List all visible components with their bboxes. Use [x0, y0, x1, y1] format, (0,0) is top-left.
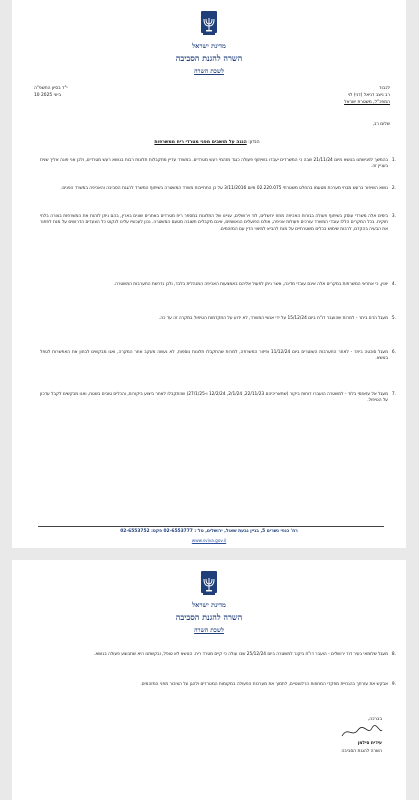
- paragraph: מעגל הדם ביתר - למרות שהועבר דו"ח ביום 15/12/24 על ידי אנשי המשרד, לא ידוע על התקדמות הטיפול במקרה זה עד כה.: [158, 316, 388, 321]
- signature-icon: [340, 724, 384, 740]
- para-number: 4.: [391, 282, 396, 287]
- date-gregorian: 10 ביוני 2025: [34, 93, 62, 98]
- signer-name: עידית סילמן: [357, 741, 382, 746]
- office-name: לשכת השרה: [194, 627, 224, 634]
- footer-website-link[interactable]: www.sviva.gov.il: [191, 538, 227, 543]
- greeting: שלום רב,: [372, 122, 390, 127]
- footer-divider: [38, 526, 384, 527]
- state-name: מדינת ישראל: [192, 601, 226, 609]
- paragraph: יצוין, כי אחראי המשרפות במקרים אלה אינם עובדי מדינה, אשר ניתן לפעול אליהם באמצעות האכיפה המנהלית בלבד, ולכן נדרשת התערבות המשטרה.: [113, 282, 388, 287]
- letter-page-2: [12, 560, 406, 800]
- paragraph: מעגל שלומאי בעיר דוד ירושלים - הועבר דו"ח ביקור למשטרה ביום 25/12/24 שבו עולה כי קיים מטרד ריח. הנושא לא טופל, ובקשתנו היא שתבוצע פעולה בנושא.: [94, 652, 388, 657]
- paragraph: נושא השיפור ברעש מבחי מערכת מטעמו בהחלט משטרתי 02.220.075 מיום 3/11/2016 על כן התחייבות משרד המשטרה בשיתוף המשרד להגנת הסביבה והאכיפה במשרד הפנים.: [60, 186, 388, 191]
- menorah-emblem-icon: [199, 10, 219, 36]
- closing: בברכה,: [367, 717, 382, 722]
- recipient-line-1: לכבוד: [379, 86, 390, 91]
- para-number: 2.: [391, 186, 396, 191]
- para-number: 9.: [391, 682, 396, 687]
- date-hebrew: י"ד בסיון התשפ"ה: [34, 86, 68, 91]
- paragraph: בימים אלה משרדי עוסק בשיתוף פעולה בגזרות האכיפה מחוז ירושלים, לוד וירושלים, עניינו של התלונות במספר ריח מטרדים באתרים שונים בארץ, בהם ניתן לזהות את המשרפות בצורה בלתי חוקית. בכל המקרים הללו עובדי המשרד עורכים פעולות אכיפה, אולם הפועלים הנאשמים, אינם מקבלים תשובה מטעם המשטרה. נכון לעכשיו עלינו לנקוט כל הצעדים הדרושים על מנת לפתור את הבעיה בהקדם, לרבות שימוש בכלים משטרתיים על מנת להביא למיצוי הדין עם המזהמים.: [40, 214, 388, 232]
- menorah-emblem-icon: [199, 570, 219, 596]
- state-name: מדינת ישראל: [192, 42, 226, 50]
- subject-text: הגנה על תושבים מפני מטרדי ריח ממשרפות: [154, 140, 247, 145]
- para-number: 6.: [391, 350, 396, 355]
- recipient-line-3: המפכ"ל, משטרת ישראל: [344, 100, 390, 105]
- letter-page-1: [12, 0, 406, 548]
- paragraph: אבקש את עזרתך בהנחיית מפקדי המחוזות הרלוונטיים, לתמוך את מערכות הפעולה במקומות המטרדים ולהגן על הציבור מפני המזהמים.: [140, 682, 388, 687]
- para-number: 8.: [391, 652, 396, 657]
- paragraph: מעגל סוכטה ביתר - לאחר התערבות השוטרים ביום 11/12/24 ופיזור המשרפה, למרות שהתקבלו תלונות נוספות, לא נעשה מעקב אחר המקרה, ואנו מבקשים לבחון את האפשרות לטפל בנושא.: [40, 350, 388, 362]
- para-number: 5.: [391, 316, 396, 321]
- recipient-line-2: רב ניצב דניאל (דני) לוי: [347, 93, 390, 98]
- paragraph: מעגל אל עזאזמי בלוד - למשטרה הועברו דוחות ביקור (שתאריכיהם 22/11/23, 2/1/24, 12/2/24 ו-27/1/25) שהתקבלו לאחר ביצוע ביקורות, והכלים טובים בשטח, ואנו מבקשים לקבל עדכון על הטיפול.: [40, 392, 388, 404]
- para-number: 7.: [391, 392, 396, 397]
- para-number: 3.: [391, 214, 396, 219]
- office-name: לשכת השרה: [194, 68, 224, 75]
- ministry-name: השרה להגנת הסביבה: [175, 612, 243, 622]
- paragraph: בהמשך לפגישתנו בנושא מיום 21/11/24 שבה כי המשרדים יעבדו בשיתוף פעולה כנגד מזהמי רעש מטרדים. במשרד עדיין מתקבלות תלונות רבות בנושא רעש מטרדים, ולכן אני פונה אליך שנית בעניין זה.: [40, 158, 388, 170]
- subject-line: [32, 140, 382, 145]
- para-number: 1.: [391, 158, 396, 163]
- subject-prefix: הנדון:: [248, 140, 260, 145]
- ministry-name: השרה להגנת הסביבה: [175, 53, 243, 63]
- footer-address: רח' כנפי נשרים 5, בניין גבעת שאול, ירושלים, טל׳: 02-6553777 פקס: 02-6553752: [120, 529, 298, 534]
- signer-title: השרה להגנת הסביבה: [341, 749, 382, 754]
